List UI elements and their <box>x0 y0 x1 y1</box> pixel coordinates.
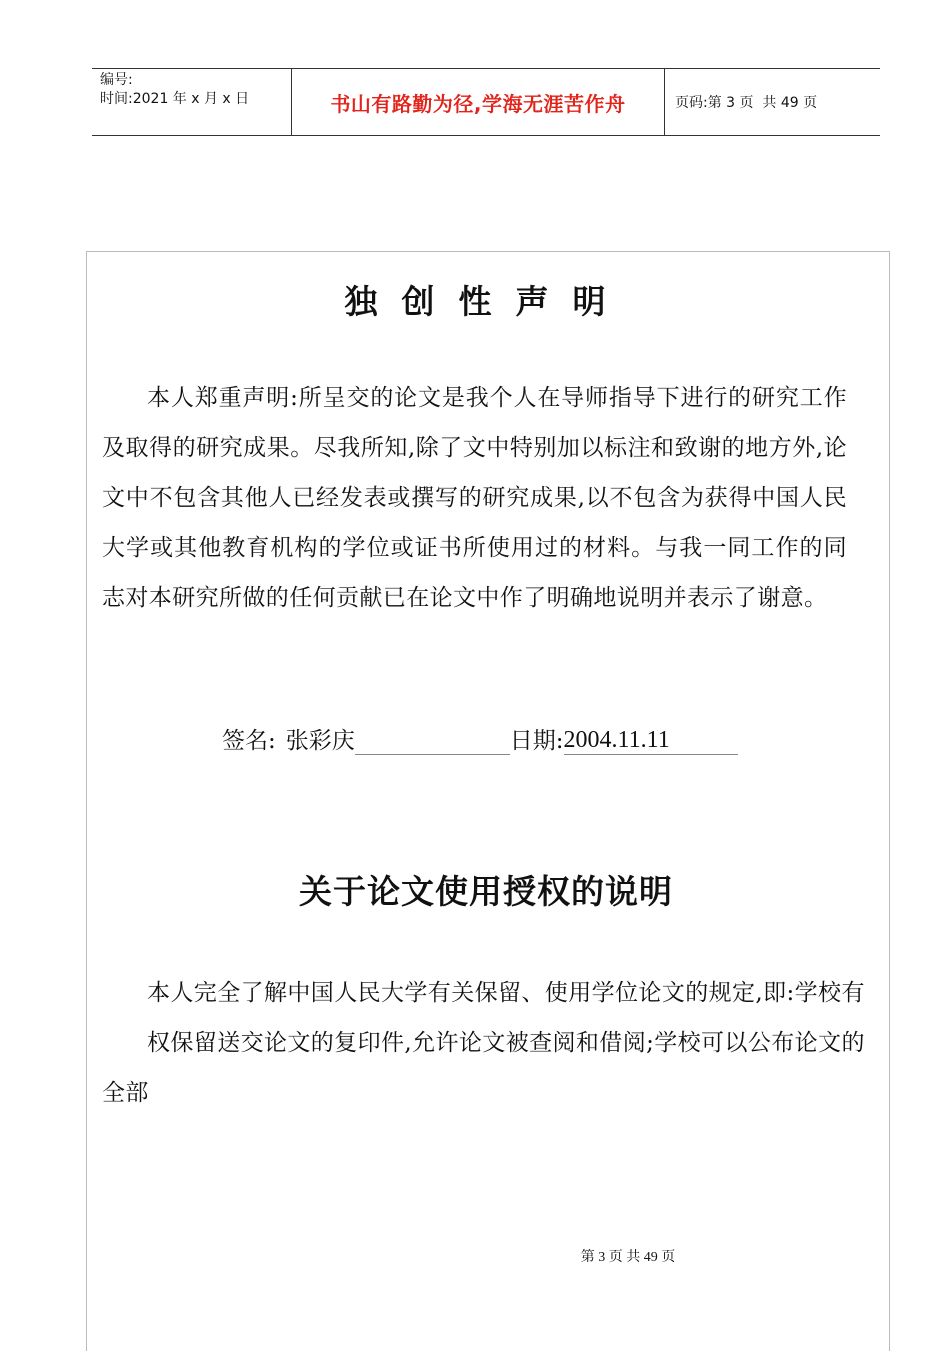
header-time-line: 时间:2021 年 x 月 x 日 <box>100 91 250 107</box>
header-number-label: 编号: <box>100 72 133 88</box>
header-page-info-text: 页码:第 3 页 共 49 页 <box>675 95 818 111</box>
authorization-body <box>102 968 922 1118</box>
header-motto: 书山有路勤为径,学海无涯苦作舟 <box>292 69 665 135</box>
header-meta <box>92 69 292 135</box>
declaration-title: 独创性声明 <box>344 282 630 321</box>
date-value: 2004.11.11 <box>563 727 670 753</box>
authorization-line-1: 本人完全了解中国人民大学有关保留、使用学位论文的规定,即:学校有 <box>147 980 865 1006</box>
page-header <box>92 68 880 136</box>
date-label: 日期: <box>509 728 564 754</box>
date-field <box>564 727 738 755</box>
declaration-body: 本人郑重声明:所呈交的论文是我个人在导师指导下进行的研究工作及取得的研究成果。尽我所知,除了文中特别加以标注和致谢的地方外,论文中不包含其他人已经发表或撰写的研究成果,以不包含为获得中国人民大学或其他教育机构的学位或证书所使用过的材料。与我一同工作的同志对本研究所做的任何贡献已在论文中作了明确地说明并表示了谢意。 <box>102 385 847 611</box>
signature-label: 签名: <box>222 728 276 754</box>
authorization-line-2: 权保留送交论文的复印件,允许论文被查阅和借阅;学校可以公布论文的 <box>147 1030 865 1056</box>
page-footer: 第 3 页 共 49 页 <box>580 1250 676 1265</box>
signature-underline <box>355 726 510 755</box>
signature-name: 张彩庆 <box>285 728 355 754</box>
authorization-title: 关于论文使用授权的说明 <box>299 872 673 911</box>
authorization-line-3: 全部 <box>102 1080 149 1106</box>
header-page-info <box>665 69 880 135</box>
signature-line <box>222 722 738 755</box>
